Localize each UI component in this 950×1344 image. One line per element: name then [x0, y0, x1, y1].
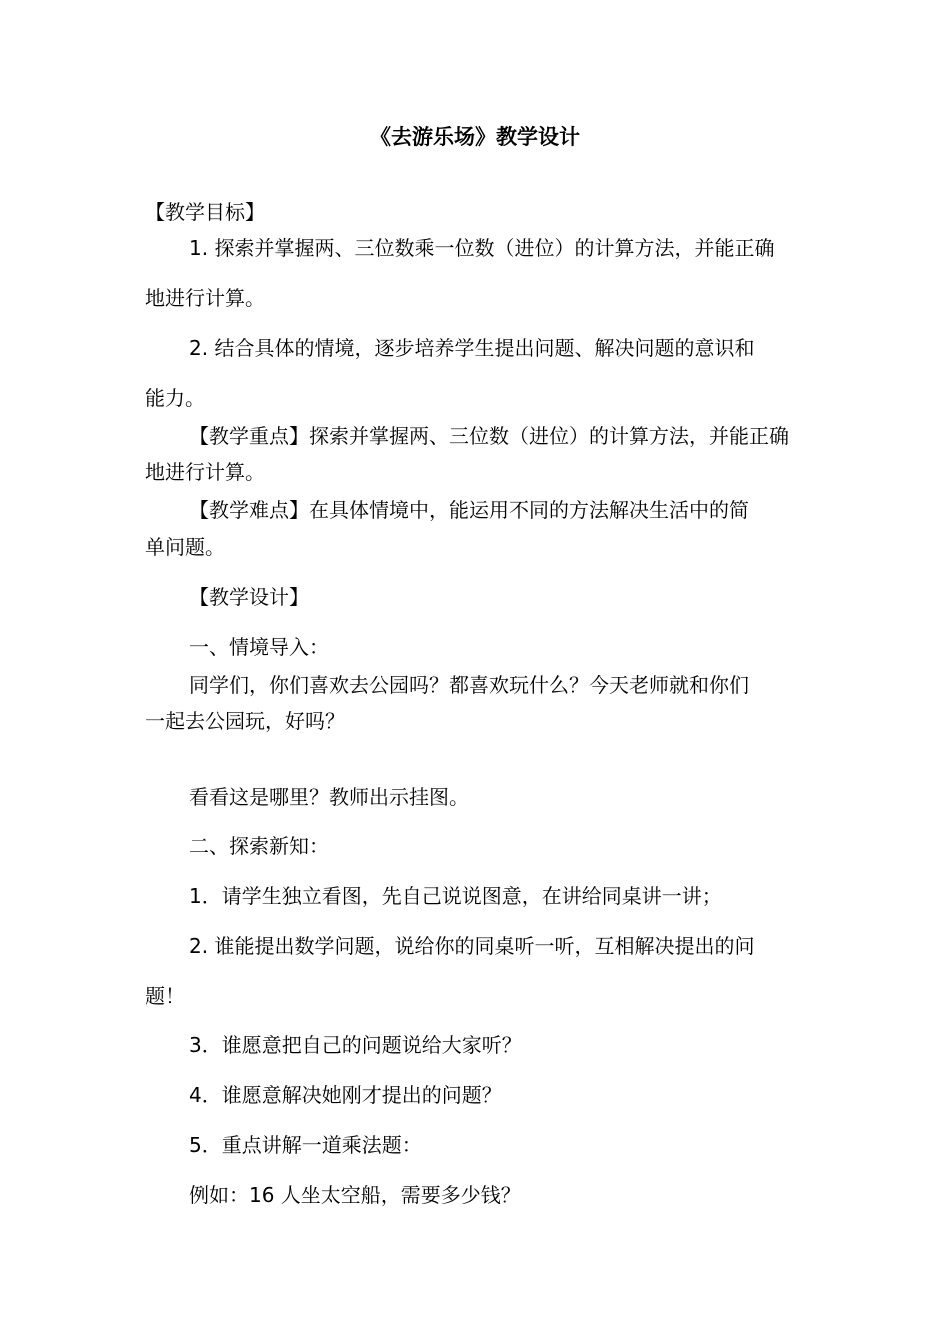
section-heading-objectives: 【教学目标】: [145, 200, 265, 224]
list-item: 2. 谁能提出数学问题，说给你的同桌听一听，互相解决提出的问: [189, 934, 755, 958]
section-heading-design: 【教学设计】: [189, 585, 309, 609]
list-item: 3．谁愿意把自己的问题说给大家听？: [189, 1033, 522, 1057]
paragraph-line: 2. 结合具体的情境，逐步培养学生提出问题、解决问题的意识和: [189, 336, 755, 360]
section-heading-intro: 一、情境导入：: [189, 635, 329, 659]
paragraph-line: 一起去公园玩，好吗？: [145, 709, 345, 733]
paragraph-line: 1. 探索并掌握两、三位数乘一位数（进位）的计算方法，并能正确: [189, 236, 775, 260]
list-item: 1．请学生独立看图，先自己说说图意，在讲给同桌讲一讲；: [189, 884, 722, 908]
paragraph-line: 地进行计算。: [145, 286, 265, 310]
document-title: 《去游乐场》教学设计: [370, 125, 580, 149]
paragraph-line-key-points: 【教学重点】探索并掌握两、三位数（进位）的计算方法，并能正确: [189, 424, 789, 448]
example-line: 例如：16 人坐太空船，需要多少钱？: [189, 1183, 521, 1207]
paragraph-line: 同学们，你们喜欢去公园吗？都喜欢玩什么？今天老师就和你们: [189, 673, 749, 697]
paragraph-line: 单问题。: [145, 535, 225, 559]
list-item: 5．重点讲解一道乘法题：: [189, 1133, 422, 1157]
section-heading-explore: 二、探索新知：: [189, 834, 329, 858]
list-item: 4．谁愿意解决她刚才提出的问题？: [189, 1083, 502, 1107]
paragraph-line: 题！: [145, 984, 185, 1008]
paragraph-line-difficulties: 【教学难点】在具体情境中，能运用不同的方法解决生活中的简: [189, 498, 749, 522]
paragraph-line: 看看这是哪里？教师出示挂图。: [189, 785, 469, 809]
paragraph-line: 能力。: [145, 386, 205, 410]
paragraph-line: 地进行计算。: [145, 460, 265, 484]
